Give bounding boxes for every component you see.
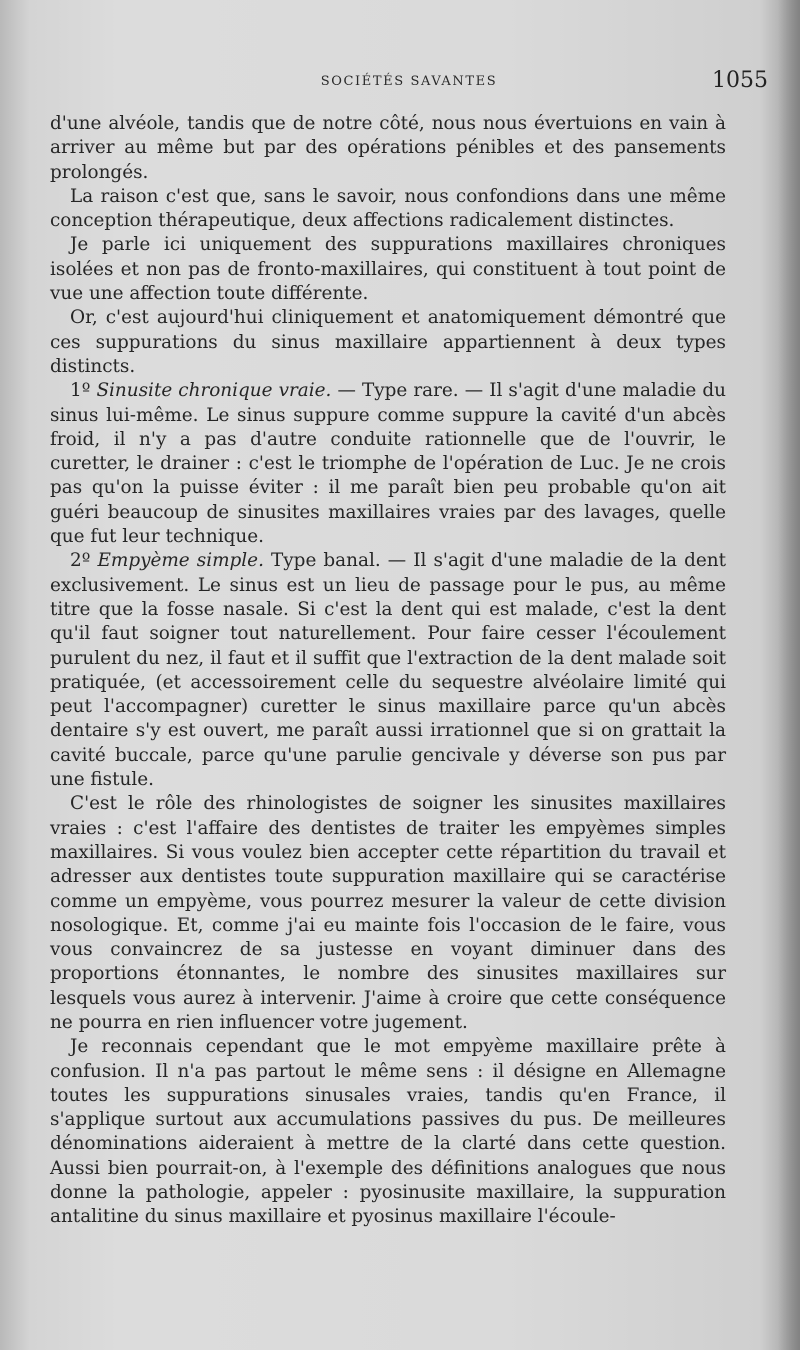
page-number: 1055: [712, 68, 768, 93]
body-text: [50, 112, 726, 1230]
paragraph-continuation: d'une alvéole, tandis que de notre côté, nous nous évertuions en vain à arriver au même but par des opérations pénibles et des pansements prolongés.: [50, 113, 726, 183]
page-header: [50, 68, 768, 98]
text-empyeme-simple: Type banal. — Il s'agit d'une maladie de la dent exclusivement. Le sinus est un lieu de passage pour le pus, au même titre que la fosse nasale. Si c'est la dent qui est malade, c'est la dent qu'il faut soigner tout naturellement. Pour faire cesser l'écoulement purulent du nez, il faut et il suffit que l'extraction de la dent malade soit pratiquée, (et accessoirement celle du sequestre alvéolaire limité qui peut l'accompagner) curetter le sinus maxillaire parce qu'un abcès dentaire s'y est ouvert, me paraît aussi irrationnel que si on grattait la cavité buccale, parce qu'une parulie gencivale y déverse son pus par une fistule.: [50, 550, 726, 791]
running-head: SOCIÉTÉS SAVANTES: [320, 74, 498, 89]
paragraph-suppurations: Je parle ici uniquement des suppurations maxillaires chroniques isolées et non pas de fronto-maxillaires, qui constituent à tout point de vue une affection toute différente.: [50, 234, 726, 305]
paragraph-sinusite-vraie: [50, 379, 726, 549]
paragraph-deux-types: Or, c'est aujourd'hui cliniquement et anatomiquement démontré que ces suppurations du sinus maxillaire appartiennent à deux types distincts.: [50, 307, 726, 377]
paragraph-empyeme-simple: [50, 549, 726, 792]
text-sinusite-vraie: — Type rare. — Il s'agit d'une maladie du sinus lui-même. Le sinus suppure comme suppure la cavité d'un abcès froid, il n'y a pas d'autre conduite rationnelle que de l'ouvrir, le curetter, le drainer : c'est le triomphe de l'opération de Luc. Je ne crois pas qu'on la puisse éviter : il me paraît bien peu probable qu'on ait guéri beaucoup de sinusites maxillaires vraies par des lavages, quelle que fut leur technique.: [50, 380, 726, 548]
heading-sinusite-vraie: Sinusite chronique vraie.: [96, 380, 332, 402]
paragraph-role-rhinologistes: C'est le rôle des rhinologistes de soigner les sinusites maxillaires vraies : c'est l'affaire des dentistes de traiter les empyèmes simples maxillaires. Si vous voulez bien accepter cette répartition du travail et adresser aux dentistes toute suppuration maxillaire qui se caractérise comme un empyème, vous pourrez mesurer la valeur de cette division nosologique. Et, comme j'ai eu mainte fois l'occasion de le faire, vous vous convaincrez de sa justesse en voyant diminuer dans des proportions étonnantes, le nombre des sinusites maxillaires sur lesquels vous aurez à intervenir. J'aime à croire que cette conséquence ne pourra en rien influencer votre jugement.: [50, 793, 726, 1033]
paragraph-raison: La raison c'est que, sans le savoir, nous confondions dans une même conception thérapeutique, deux affections radicalement distinctes.: [50, 185, 726, 232]
heading-empyeme-simple: Empyème simple.: [97, 550, 264, 572]
list-number-1: 1º: [70, 380, 91, 402]
page-edge-shadow: [778, 0, 800, 1350]
paragraph-confusion: Je reconnais cependant que le mot empyème maxillaire prête à confusion. Il n'a pas partout le même sens : il désigne en Allemagne toutes les suppurations sinusales vraies, tandis qu'en France, il s'applique surtout aux accumulations passives du pus. De meilleures dénominations aideraient à mettre de la clarté dans cette question. Aussi bien pourrait-on, à l'exemple des définitions analogues que nous donne la pathologie, appeler : pyosinusite maxillaire, la suppuration antalitine du sinus maxillaire et pyosinus maxillaire l'écoule-: [50, 1036, 726, 1228]
list-number-2: 2º: [70, 550, 91, 572]
